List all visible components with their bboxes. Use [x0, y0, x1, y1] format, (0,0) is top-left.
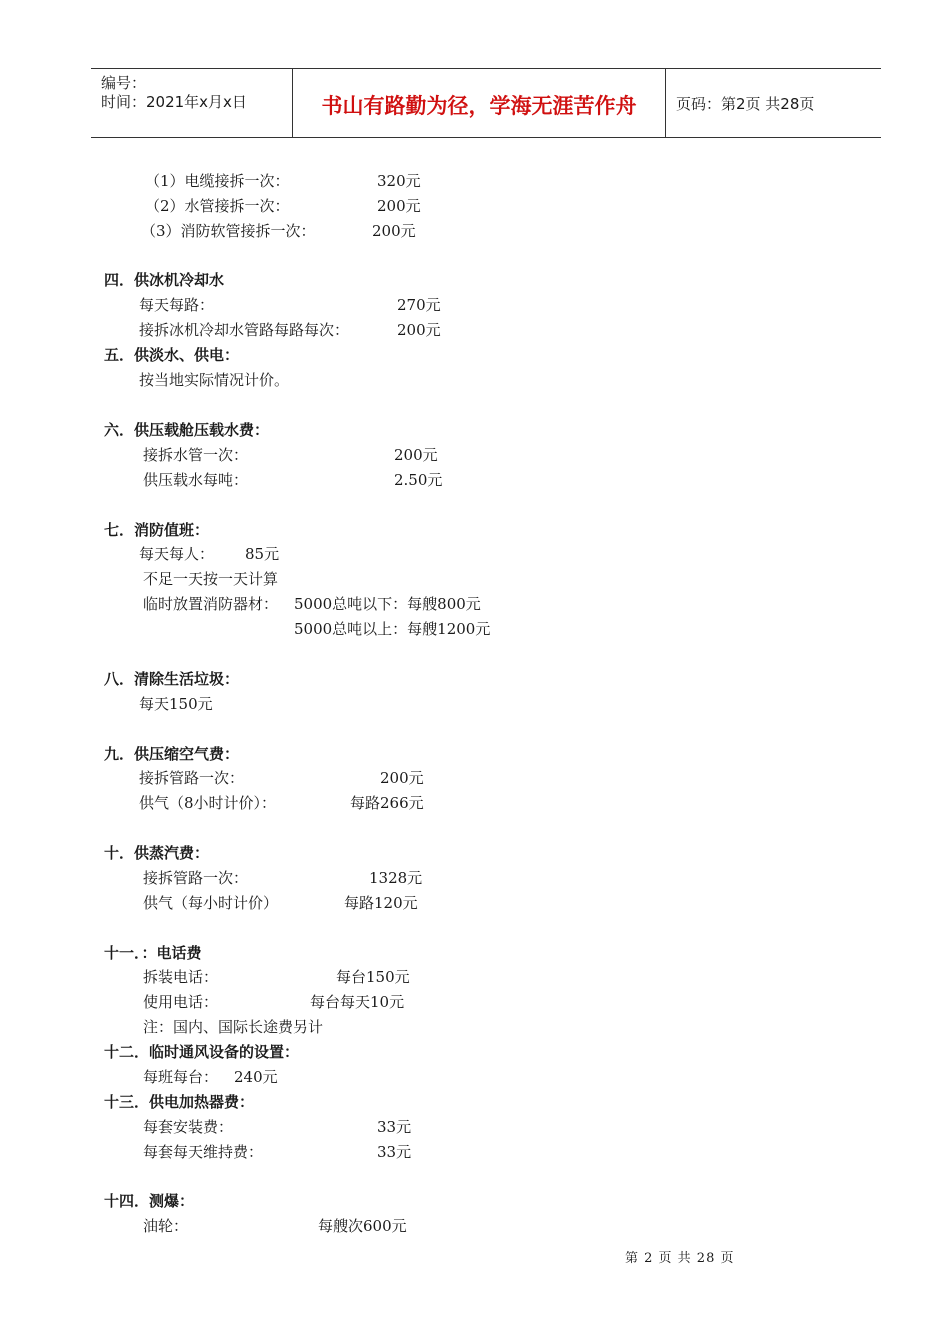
item-text: 按当地实际情况计价。: [139, 371, 290, 389]
section-title: 七．消防值班：: [104, 521, 210, 539]
item-label: 临时放置消防器材：: [143, 595, 279, 613]
section-title: 十．供蒸汽费：: [104, 844, 210, 862]
section-title: 十一．：电话费: [104, 944, 202, 962]
item-note: 注：国内、国际长途费另计: [143, 1018, 324, 1036]
water-pipe-item-label: （2）水管接拆一次：: [145, 197, 290, 215]
item-label: 使用电话：: [143, 993, 219, 1011]
cable-item-label: （1）电缆接拆一次：: [145, 172, 290, 190]
item-value: 33元: [377, 1143, 412, 1161]
page-code: 页码：第2页 共28页: [676, 95, 815, 113]
item-value: 33元: [377, 1118, 412, 1136]
document-number-label: 编号：: [101, 74, 147, 92]
item-label: 供气（8小时计价）：: [139, 794, 277, 812]
fire-hose-item-value: 200元: [372, 222, 416, 240]
item-value: 每路120元: [344, 894, 418, 912]
item-value: 5000总吨以下：每艘800元: [294, 595, 481, 613]
item-label: 接拆管路一次：: [139, 769, 245, 787]
document-time-label: 时间：2021年x月x日: [101, 93, 247, 111]
water-pipe-item-value: 200元: [377, 197, 421, 215]
fire-hose-item-label: （3）消防软管接拆一次：: [141, 222, 316, 240]
item-value: 200元: [380, 769, 424, 787]
section-title: 四．供冰机冷却水: [104, 271, 225, 289]
item-value: 每路266元: [350, 794, 424, 812]
section-title: 五．供淡水、供电：: [104, 346, 240, 364]
item-value: 85元: [245, 545, 280, 563]
section-title: 十三．供电加热器费：: [104, 1093, 255, 1111]
item-value: 5000总吨以上：每艘1200元: [294, 620, 491, 638]
item-value: 每艘次600元: [318, 1217, 407, 1235]
section-title: 八．清除生活垃圾：: [104, 670, 240, 688]
item-value: 2.50元: [394, 471, 443, 489]
section-title: 十四．测爆：: [104, 1192, 195, 1210]
item-label: 接拆冰机冷却水管路每路每次：: [139, 321, 350, 339]
item-label: 每套安装费：: [143, 1118, 234, 1136]
item-label: 每天每人：: [139, 545, 215, 563]
item-value: 270元: [397, 296, 441, 314]
motto-text: 书山有路勤为径，学海无涯苦作舟: [321, 94, 637, 118]
item-value: 240元: [234, 1068, 278, 1086]
item-value: 每台每天10元: [310, 993, 405, 1011]
item-label: 供气（每小时计价）: [143, 894, 279, 912]
item-label: 每套每天维持费：: [143, 1143, 264, 1161]
item-label: 油轮：: [143, 1217, 189, 1235]
page-footer: 第 2 页 共 28 页: [625, 1251, 735, 1266]
item-label: 每班每台：: [143, 1068, 219, 1086]
item-label: 供压载水每吨：: [143, 471, 249, 489]
item-label: 拆装电话：: [143, 968, 219, 986]
item-value: 200元: [394, 446, 438, 464]
item-label: 接拆管路一次：: [143, 869, 249, 887]
item-text: 不足一天按一天计算: [143, 570, 279, 588]
item-label: 每天每路：: [139, 296, 215, 314]
item-value: 200元: [397, 321, 441, 339]
section-title: 六．供压载舱压载水费：: [104, 421, 270, 439]
section-title: 九．供压缩空气费：: [104, 745, 240, 763]
section-title: 十二．临时通风设备的设置：: [104, 1043, 300, 1061]
cable-item-value: 320元: [377, 172, 421, 190]
item-label: 接拆水管一次：: [143, 446, 249, 464]
item-value: 每台150元: [336, 968, 410, 986]
item-value: 1328元: [369, 869, 423, 887]
item-text: 每天150元: [139, 695, 213, 713]
